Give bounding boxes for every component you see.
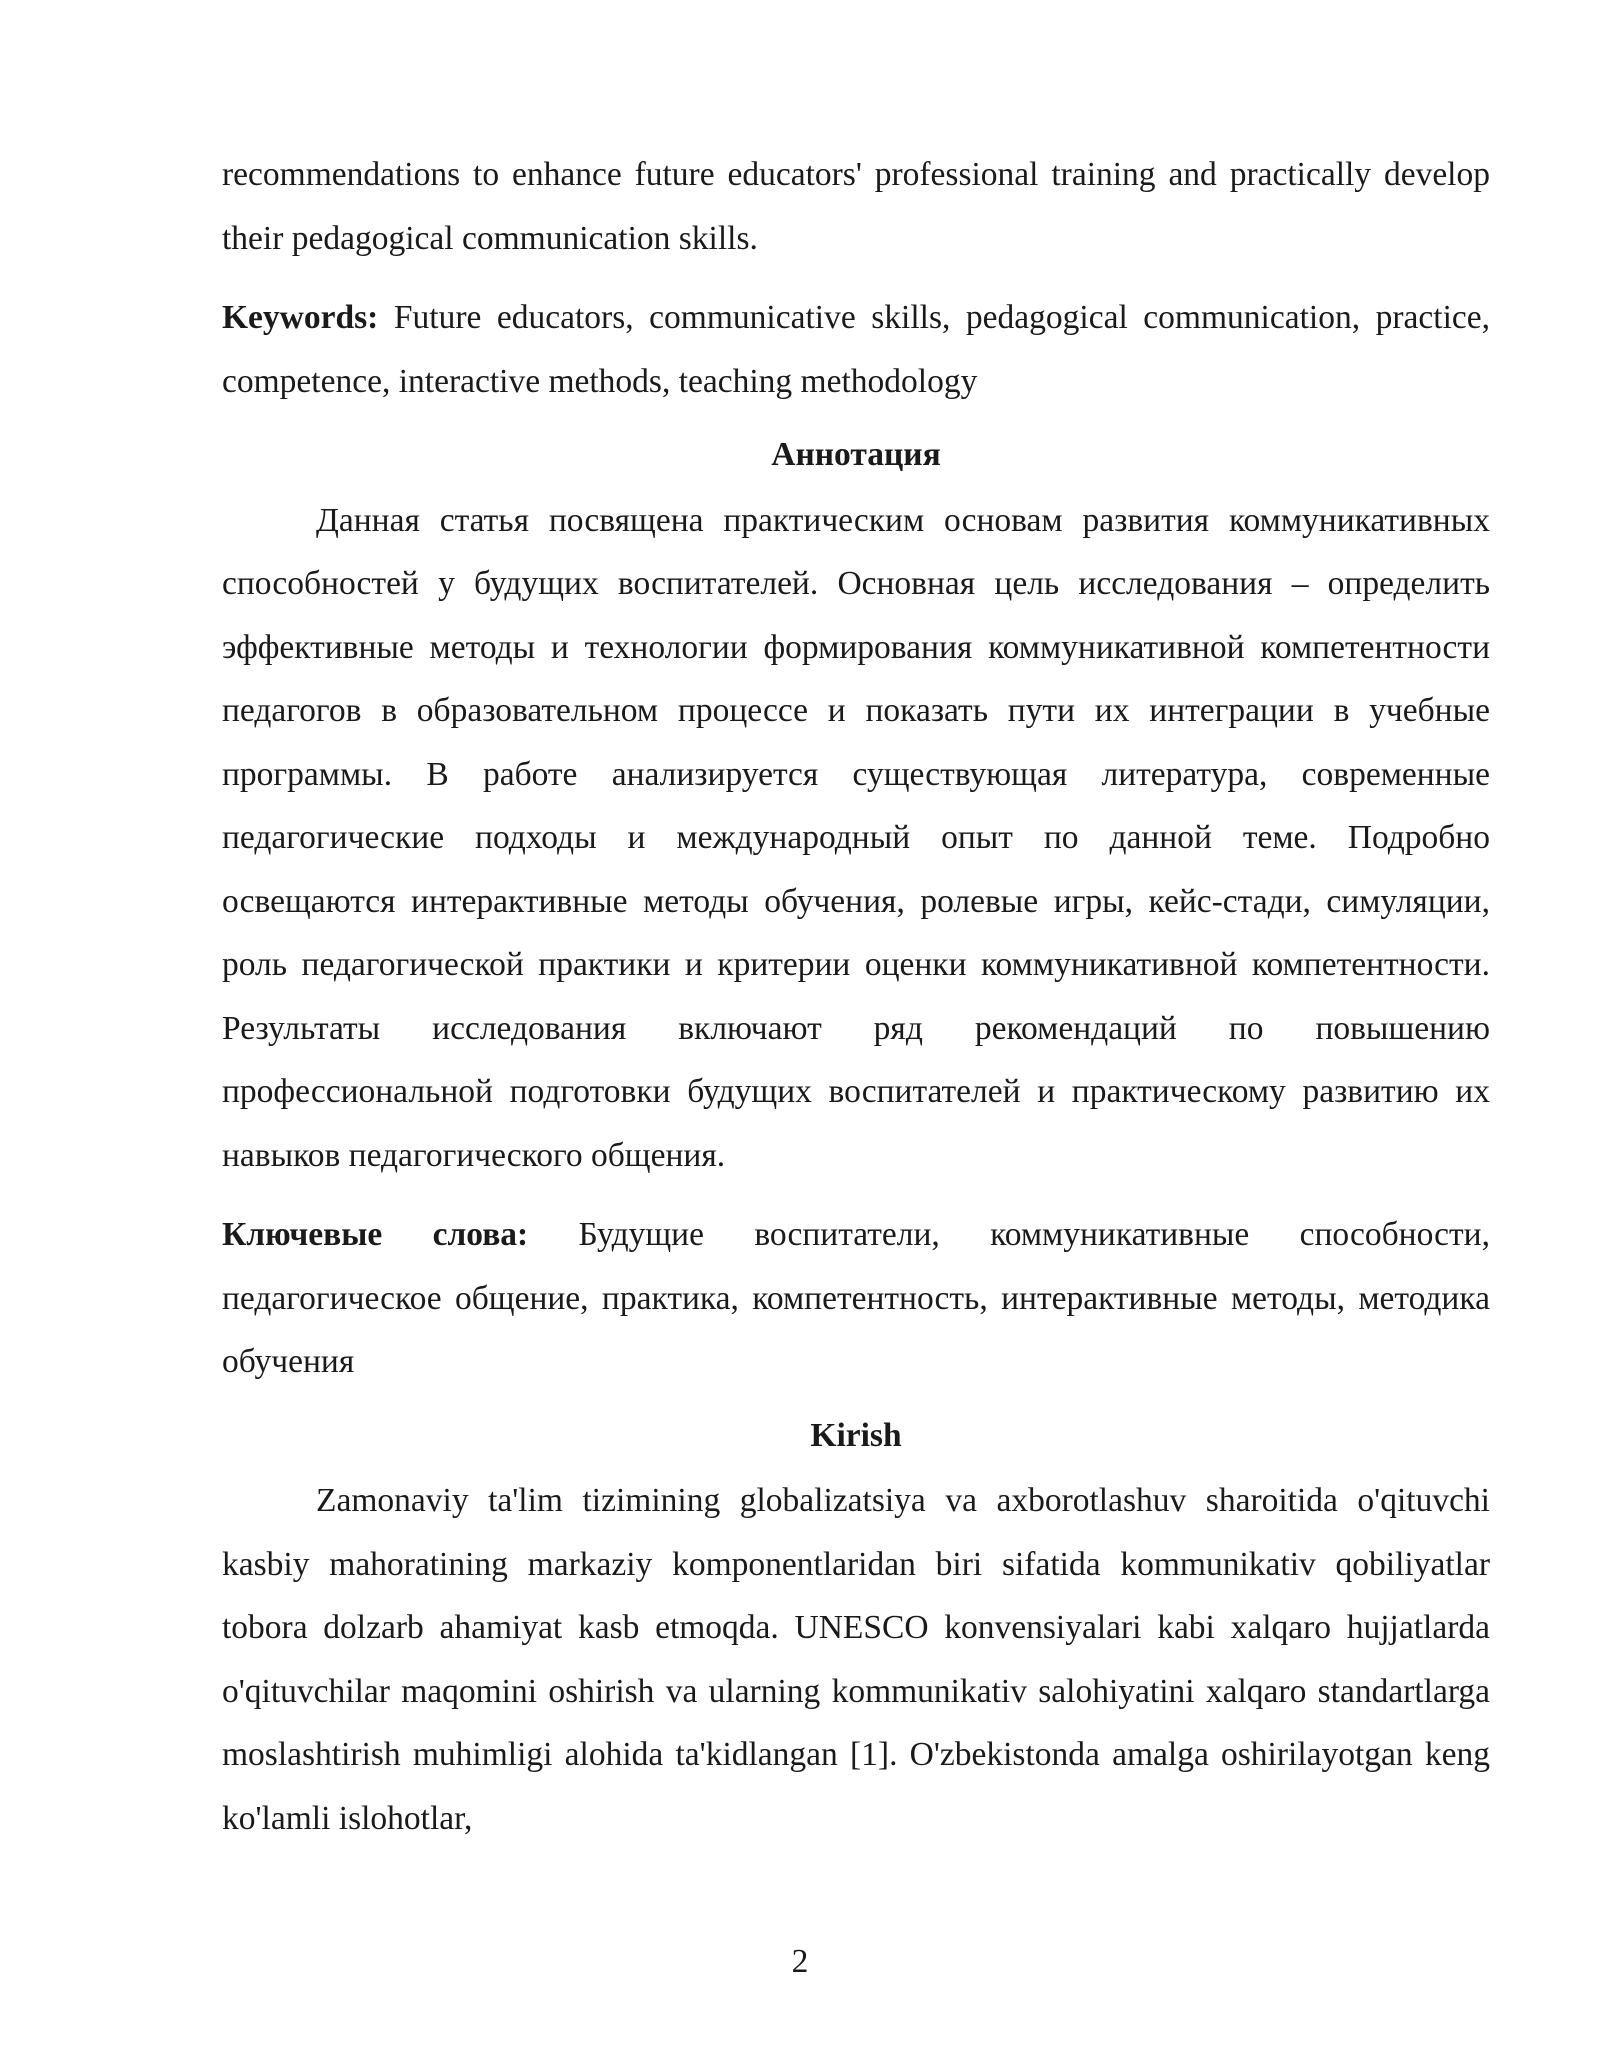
introduction-heading: Kirish: [810, 1416, 902, 1454]
english-keywords-text: Future educators, communicative skills, pedagogical communication, practice, competence, interactive methods, teaching methodology: [222, 299, 1491, 400]
english-keywords-label: Keywords:: [222, 299, 379, 336]
russian-abstract-body: Данная статья посвящена практическим основам развития коммуникативных способностей у будущих воспитателей. Основная цель исследования – определить эффективные методы и технологии формирования коммуникативной компетентности педагогов в образовательном процессе и показать пути их интеграции в учебные программы. В работе анализируется существующая литература, современные педагогические подходы и международный опыт по данной теме. Подробно освещаются интерактивные методы обучения, ролевые игры, кейс-стади, симуляции, роль педагогической практики и критерии оценки коммуникативной компетентности. Результаты исследования включают ряд рекомендаций по повышению профессиональной подготовки будущих воспитателей и практическому развитию их навыков педагогического общения.: [222, 501, 1490, 1174]
english-keywords: [222, 286, 1490, 413]
russian-keywords-text: Будущие воспитатели, коммуникативные способности, педагогическое общение, практика, компетентность, интерактивные методы, методика обучения: [222, 1216, 1490, 1380]
russian-abstract-heading: Аннотация: [771, 436, 941, 473]
russian-keywords: [222, 1203, 1490, 1394]
introduction-body: Zamonaviy ta'lim tizimining globalizatsiya va axborotlashuv sharoitida o'qituvchi kasbiy mahoratining markaziy komponentlaridan biri sifatida kommunikativ qobiliyatlar tobora dolzarb ahamiyat kasb etmoqda. UNESCO konvensiyalari kabi xalqaro hujjatlarda o'qituvchilar maqomini oshirish va ularning kommunikativ salohiyatini xalqaro standartlarga moslashtirish muhimligi alohida ta'kidlangan [1]. O'zbekistonda amalga oshirilayotgan keng ko'lamli islohotlar,: [222, 1482, 1490, 1837]
page-number: 2: [791, 1943, 809, 1980]
russian-keywords-label: Ключевые слова:: [222, 1216, 529, 1253]
english-abstract-continuation: recommendations to enhance future educators' professional training and practically develop their pedagogical communication skills.: [222, 156, 1490, 257]
document-page: [222, 143, 1490, 1850]
